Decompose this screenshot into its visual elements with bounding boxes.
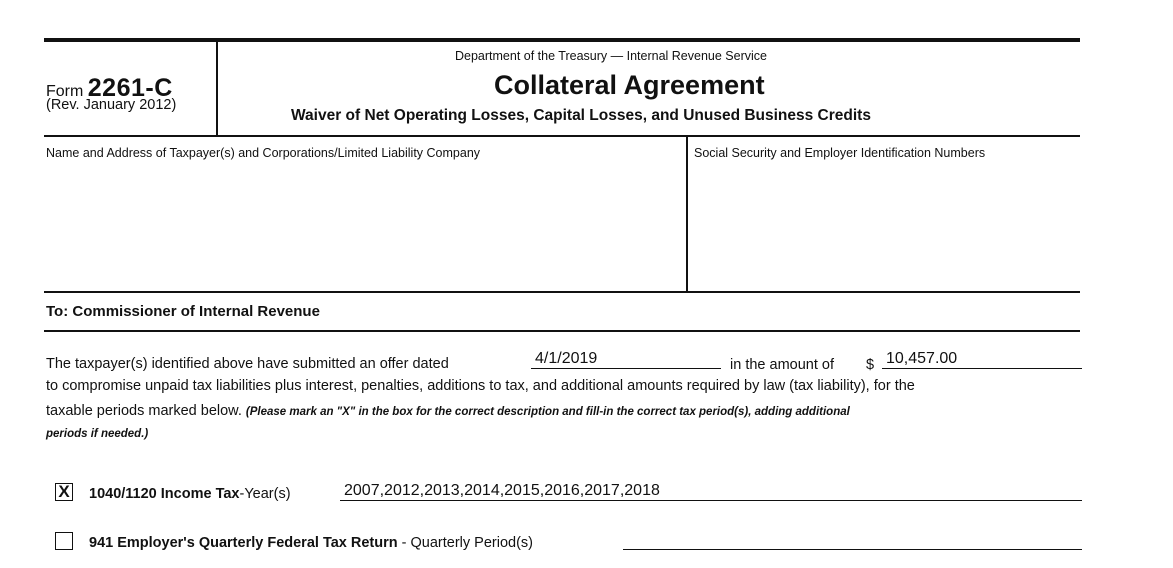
form-number: 2261-C <box>87 74 173 102</box>
form-word: Form <box>46 83 84 100</box>
quarterly-periods-field[interactable] <box>623 531 1082 550</box>
department-line: Department of the Treasury — Internal Revenue Service <box>455 49 767 63</box>
offer-text-line3-start: taxable periods marked below. <box>46 403 242 419</box>
offer-date-field[interactable]: 4/1/2019 <box>531 349 721 369</box>
offer-text-line2: to compromise unpaid tax liabilities plus interest, penalties, additions to tax, and additional amounts required by law (tax liability), for the <box>46 378 915 394</box>
taxpayer-box-bottom-rule <box>44 291 1080 293</box>
offer-amount-field[interactable]: 10,457.00 <box>882 349 1082 369</box>
employer-quarterly-checkbox[interactable] <box>55 532 73 550</box>
top-thick-rule <box>44 38 1080 42</box>
offer-text-start: The taxpayer(s) identified above have submitted an offer dated <box>46 356 449 372</box>
taxpayer-name-label: Name and Address of Taxpayer(s) and Corporations/Limited Liability Company <box>46 146 481 160</box>
dollar-sign: $ <box>866 357 875 373</box>
income-tax-label-rest: -Year(s) <box>239 486 291 502</box>
income-tax-label-bold: 1040/1120 Income Tax <box>89 486 240 502</box>
form-revision: (Rev. January 2012) <box>46 97 177 113</box>
header-bottom-rule <box>44 135 1080 137</box>
instruction-italic-end: periods if needed.) <box>46 428 149 440</box>
income-tax-checkbox[interactable]: X <box>55 483 73 501</box>
income-tax-years-field[interactable]: 2007,2012,2013,2014,2015,2016,2017,2018 <box>340 481 1082 501</box>
ssn-ein-field[interactable] <box>690 165 1078 290</box>
taxpayer-name-field[interactable] <box>44 165 684 290</box>
offer-text-line3 <box>46 403 850 419</box>
instruction-italic: (Please mark an "X" in the box for the correct description and fill-in the correct tax period(s), adding additional <box>245 406 850 418</box>
offer-amount-text: in the amount of <box>730 357 834 373</box>
employer-quarterly-label-rest: - Quarterly Period(s) <box>397 535 533 551</box>
form-subtitle: Waiver of Net Operating Losses, Capital Losses, and Unused Business Credits <box>291 107 871 124</box>
to-commissioner-line: To: Commissioner of Internal Revenue <box>46 303 320 320</box>
form-title: Collateral Agreement <box>494 70 765 100</box>
to-line-rule <box>44 330 1080 332</box>
header-vertical-divider <box>216 42 218 136</box>
employer-quarterly-label <box>89 535 533 551</box>
ssn-ein-label: Social Security and Employer Identification Numbers <box>694 146 986 160</box>
employer-quarterly-label-bold: 941 Employer's Quarterly Federal Tax Return <box>89 535 398 551</box>
income-tax-label <box>89 486 291 502</box>
taxpayer-box-divider <box>686 137 688 292</box>
